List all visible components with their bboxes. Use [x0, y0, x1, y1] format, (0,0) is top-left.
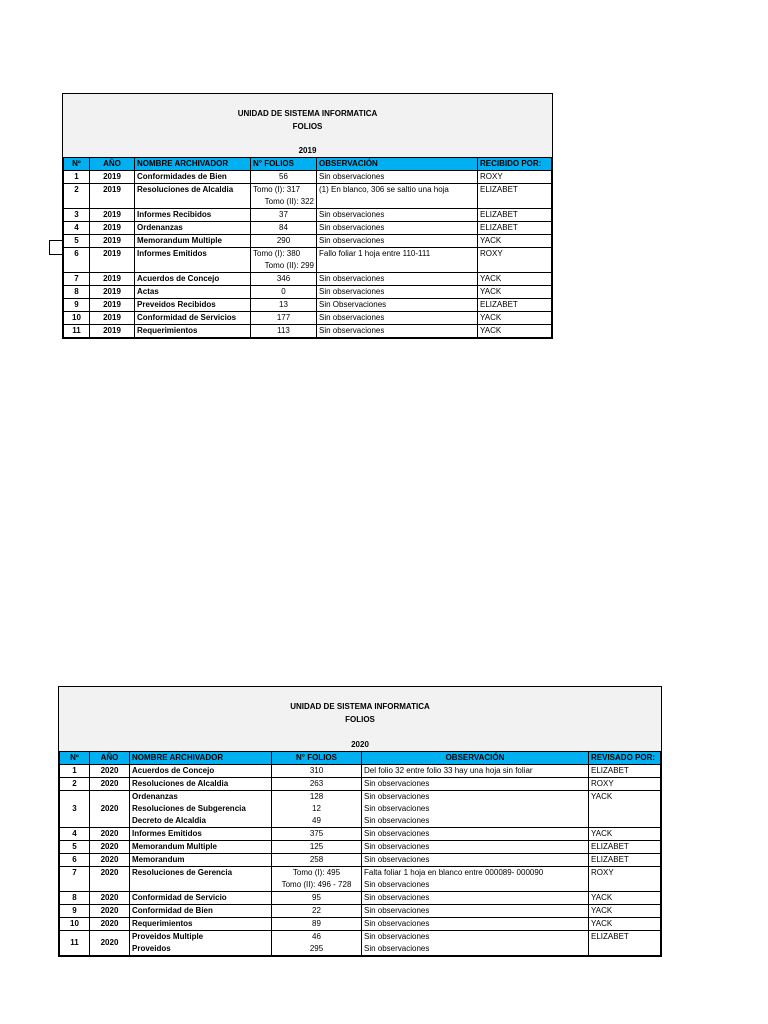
table-header-block — [59, 687, 661, 751]
archive-name — [130, 905, 272, 918]
observation: Sin observaciones — [317, 312, 478, 325]
observation: Sin observaciones — [317, 209, 478, 222]
folio-count — [251, 273, 317, 286]
archive-name — [130, 931, 272, 956]
table-row — [60, 765, 661, 778]
archive-name-line: Resoluciones de Alcaldia — [132, 779, 229, 788]
table-row — [60, 867, 661, 892]
row-year: 2019 — [90, 273, 135, 286]
folio-value: 263 — [309, 779, 324, 788]
observation: Sin observaciones — [317, 235, 478, 248]
table-row — [64, 235, 552, 248]
reviewed-by: ROXY — [589, 867, 661, 892]
row-year: 2020 — [90, 765, 130, 778]
table-row — [60, 828, 661, 841]
table-row — [60, 854, 661, 867]
folio-value: Tomo (I): 495 — [292, 868, 341, 877]
row-year: 2019 — [90, 312, 135, 325]
observation-line: Sin observaciones — [364, 932, 430, 941]
archive-name: Informes Recibidos — [135, 209, 251, 222]
archive-name-line: Proveidos — [132, 944, 171, 953]
table-row — [60, 918, 661, 931]
archive-name: Acuerdos de Concejo — [135, 273, 251, 286]
archive-name: Conformidades de Bien — [135, 171, 251, 184]
row-number: 8 — [60, 892, 90, 905]
row-number: 6 — [64, 248, 90, 273]
observation — [362, 905, 589, 918]
archive-name — [130, 918, 272, 931]
row-year: 2019 — [90, 235, 135, 248]
reviewed-by: ELIZABET — [589, 931, 661, 956]
table-row — [64, 184, 552, 209]
row-year: 2020 — [90, 791, 130, 828]
archive-name-line: Conformidad de Servicio — [132, 893, 227, 902]
archive-name-line: Informes Emitidos — [132, 829, 202, 838]
folio-value: 125 — [309, 842, 324, 851]
observation-line: Sin observaciones — [364, 779, 430, 788]
row-number: 1 — [60, 765, 90, 778]
col-header-folios: N° FOLIOS — [251, 158, 317, 171]
received-by: ELIZABET — [478, 184, 552, 209]
col-header-observation: OBSERVACIÓN — [317, 158, 478, 171]
folio-volume-1: Tomo (I): 380 — [253, 249, 301, 258]
col-header-year: AÑO — [90, 158, 135, 171]
table-row — [60, 778, 661, 791]
received-by: YACK — [478, 286, 552, 299]
row-year: 2019 — [90, 286, 135, 299]
table-row — [64, 325, 552, 338]
received-by: ELIZABET — [478, 209, 552, 222]
col-header-reviewed-by: REVISADO POR: — [589, 752, 661, 765]
row-number: 7 — [60, 867, 90, 892]
observation-line: Sin observaciones — [364, 816, 430, 825]
row-number: 3 — [64, 209, 90, 222]
archive-name-line: Requerimientos — [132, 919, 193, 928]
observation: Sin Observaciones — [317, 299, 478, 312]
col-header-name: NOMBRE ARCHIVADOR — [130, 752, 272, 765]
archive-name-line: Proveidos Multiple — [132, 932, 204, 941]
archive-name-line: Acuerdos de Concejo — [132, 766, 215, 775]
observation — [362, 828, 589, 841]
folio-value: 295 — [309, 944, 324, 953]
observation — [362, 867, 589, 892]
archive-name: Requerimientos — [135, 325, 251, 338]
reviewed-by: YACK — [589, 828, 661, 841]
table-row — [60, 841, 661, 854]
row-year: 2019 — [90, 248, 135, 273]
row-year: 2019 — [90, 222, 135, 235]
reviewed-by: YACK — [589, 791, 661, 828]
archive-name-line: Ordenanzas — [132, 792, 178, 801]
folio-value: 290 — [276, 236, 291, 245]
folio-value: 37 — [279, 210, 288, 219]
table-row — [64, 171, 552, 184]
folio-value: 13 — [279, 300, 288, 309]
row-number: 11 — [60, 931, 90, 956]
table-subtitle: FOLIOS — [345, 715, 375, 724]
observation — [362, 841, 589, 854]
archive-name-line: Decreto de Alcaldia — [132, 816, 206, 825]
folio-value: 0 — [281, 287, 286, 296]
reviewed-by: ELIZABET — [589, 841, 661, 854]
reviewed-by: YACK — [589, 918, 661, 931]
table-row — [64, 209, 552, 222]
folio-count — [251, 222, 317, 235]
observation-line: Sin observaciones — [364, 792, 430, 801]
folio-value: 89 — [312, 919, 321, 928]
folio-count — [272, 854, 362, 867]
col-header-num: Nº — [64, 158, 90, 171]
row-number: 4 — [60, 828, 90, 841]
folio-volume-1: Tomo (I): 317 — [253, 185, 301, 194]
row-number: 10 — [64, 312, 90, 325]
folio-value: Tomo (II): 496 - 728 — [281, 880, 352, 889]
observation-line: Falta foliar 1 hoja en blanco entre 000089- 000090 — [364, 868, 544, 877]
folio-count — [251, 299, 317, 312]
col-header-observation: OBSERVACIÓN — [362, 752, 589, 765]
folio-count — [272, 918, 362, 931]
folio-volume-2: Tomo (II): 299 — [264, 261, 314, 270]
archive-name — [130, 841, 272, 854]
received-by: YACK — [478, 273, 552, 286]
archive-name: Actas — [135, 286, 251, 299]
row-year: 2020 — [90, 854, 130, 867]
folio-value: 95 — [312, 893, 321, 902]
table-subtitle: FOLIOS — [292, 122, 323, 131]
observation-line: Sin observaciones — [364, 880, 430, 889]
folio-volume-2: Tomo (II): 322 — [264, 197, 314, 206]
row-year: 2019 — [90, 325, 135, 338]
archive-name-line: Memorandum Multiple — [132, 842, 217, 851]
row-number: 9 — [64, 299, 90, 312]
table-row — [64, 222, 552, 235]
reviewed-by: YACK — [589, 905, 661, 918]
archive-name — [130, 828, 272, 841]
cell-selection-marker — [49, 240, 63, 255]
table-row — [64, 286, 552, 299]
folio-value: 84 — [279, 223, 288, 232]
table-row — [60, 791, 661, 828]
archive-name: Memorandum Multiple — [135, 235, 251, 248]
folios-2019-table — [62, 93, 553, 339]
row-number: 5 — [60, 841, 90, 854]
reviewed-by: ELIZABET — [589, 765, 661, 778]
received-by: ROXY — [478, 248, 552, 273]
table-year: 2019 — [298, 146, 317, 155]
row-number: 9 — [60, 905, 90, 918]
col-header-year: AÑO — [90, 752, 130, 765]
archive-name: Preveidos Recibidos — [135, 299, 251, 312]
archive-name — [130, 791, 272, 828]
archive-name-line: Conformidad de Bien — [132, 906, 213, 915]
folio-count — [251, 248, 317, 273]
table-row — [64, 299, 552, 312]
observation-line: Sin observaciones — [364, 842, 430, 851]
folio-count — [251, 325, 317, 338]
observation-line: Sin observaciones — [364, 804, 430, 813]
folio-value: 177 — [276, 313, 291, 322]
archive-name: Informes Emitidos — [135, 248, 251, 273]
folio-count — [272, 892, 362, 905]
archive-name — [130, 765, 272, 778]
received-by: ELIZABET — [478, 222, 552, 235]
table-title: UNIDAD DE SISTEMA INFORMATICA — [237, 109, 378, 118]
row-number: 1 — [64, 171, 90, 184]
row-year: 2020 — [90, 918, 130, 931]
row-number: 11 — [64, 325, 90, 338]
observation — [362, 918, 589, 931]
folio-value: 113 — [277, 326, 290, 335]
folios-grid — [63, 157, 552, 338]
received-by: ELIZABET — [478, 299, 552, 312]
received-by: YACK — [478, 235, 552, 248]
table-row — [64, 312, 552, 325]
archive-name-line: Memorandum — [132, 855, 185, 864]
row-year: 2019 — [90, 209, 135, 222]
row-number: 6 — [60, 854, 90, 867]
folio-value: 346 — [276, 274, 291, 283]
row-number: 3 — [60, 791, 90, 828]
folio-value: 56 — [279, 172, 288, 181]
folio-count — [251, 184, 317, 209]
folio-value: 128 — [309, 792, 324, 801]
row-year: 2020 — [90, 867, 130, 892]
observation: Sin observaciones — [317, 325, 478, 338]
observation — [362, 931, 589, 956]
table-year: 2020 — [351, 740, 369, 749]
observation: Sin observaciones — [317, 273, 478, 286]
table-row — [60, 905, 661, 918]
row-number: 4 — [64, 222, 90, 235]
observation: Sin observaciones — [317, 222, 478, 235]
folio-count — [272, 791, 362, 828]
observation-line: Sin observaciones — [364, 893, 430, 902]
folio-count — [272, 905, 362, 918]
observation — [362, 765, 589, 778]
folios-grid — [59, 751, 661, 956]
row-number: 5 — [64, 235, 90, 248]
row-number: 8 — [64, 286, 90, 299]
received-by: ROXY — [478, 171, 552, 184]
col-header-num: Nº — [60, 752, 90, 765]
received-by: YACK — [478, 312, 552, 325]
observation-line: Sin observaciones — [364, 919, 430, 928]
folio-count — [251, 171, 317, 184]
table-row — [60, 892, 661, 905]
col-header-folios: N° FOLIOS — [272, 752, 362, 765]
archive-name: Conformidad de Servicios — [135, 312, 251, 325]
folio-count — [272, 867, 362, 892]
row-number: 7 — [64, 273, 90, 286]
observation-line: Sin observaciones — [364, 829, 430, 838]
row-number: 2 — [60, 778, 90, 791]
folio-value: 375 — [309, 829, 324, 838]
observation: Fallo foliar 1 hoja entre 110-111 — [317, 248, 478, 273]
table-row — [64, 248, 552, 273]
table-header-block — [63, 94, 552, 157]
observation-line: Del folio 32 entre folio 33 hay una hoja sin foliar — [364, 766, 533, 775]
observation-line: Sin observaciones — [364, 944, 430, 953]
reviewed-by: YACK — [589, 892, 661, 905]
folio-value: 46 — [312, 932, 321, 941]
folio-value: 22 — [312, 906, 321, 915]
folios-2020-table — [58, 686, 662, 957]
archive-name — [130, 867, 272, 892]
folio-count — [272, 778, 362, 791]
archive-name: Ordenanzas — [135, 222, 251, 235]
received-by: YACK — [478, 325, 552, 338]
folio-value: 258 — [309, 855, 324, 864]
observation: (1) En blanco, 306 se saltio una hoja — [317, 184, 478, 209]
observation-line: Sin observaciones — [364, 906, 430, 915]
row-year: 2020 — [90, 778, 130, 791]
folio-count — [272, 765, 362, 778]
observation — [362, 778, 589, 791]
observation — [362, 854, 589, 867]
archive-name — [130, 778, 272, 791]
table-title: UNIDAD DE SISTEMA INFORMATICA — [290, 702, 430, 711]
archive-name: Resoluciones de Alcaldia — [135, 184, 251, 209]
folio-value: 49 — [312, 816, 321, 825]
archive-name — [130, 854, 272, 867]
observation — [362, 791, 589, 828]
row-year: 2020 — [90, 905, 130, 918]
folio-count — [272, 841, 362, 854]
archive-name-line: Resoluciones de Subgerencia — [132, 804, 246, 813]
row-year: 2020 — [90, 841, 130, 854]
reviewed-by: ELIZABET — [589, 854, 661, 867]
row-number: 10 — [60, 918, 90, 931]
observation: Sin observaciones — [317, 286, 478, 299]
table-row — [60, 931, 661, 956]
observation: Sin observaciones — [317, 171, 478, 184]
row-year: 2019 — [90, 171, 135, 184]
folio-count — [251, 209, 317, 222]
row-year: 2020 — [90, 892, 130, 905]
folio-count — [251, 235, 317, 248]
observation — [362, 892, 589, 905]
folio-value: 310 — [309, 766, 324, 775]
col-header-name: NOMBRE ARCHIVADOR — [135, 158, 251, 171]
row-number: 2 — [64, 184, 90, 209]
row-year: 2020 — [90, 931, 130, 956]
col-header-received-by: RECIBIDO POR: — [478, 158, 552, 171]
observation-line: Sin observaciones — [364, 855, 430, 864]
archive-name-line: Resoluciones de Gerencia — [132, 868, 233, 877]
table-row — [64, 273, 552, 286]
row-year: 2019 — [90, 184, 135, 209]
reviewed-by: ROXY — [589, 778, 661, 791]
folio-count — [272, 931, 362, 956]
folio-count — [272, 828, 362, 841]
folio-value: 12 — [312, 804, 321, 813]
folio-count — [251, 286, 317, 299]
folio-count — [251, 312, 317, 325]
row-year: 2019 — [90, 299, 135, 312]
row-year: 2020 — [90, 828, 130, 841]
archive-name — [130, 892, 272, 905]
